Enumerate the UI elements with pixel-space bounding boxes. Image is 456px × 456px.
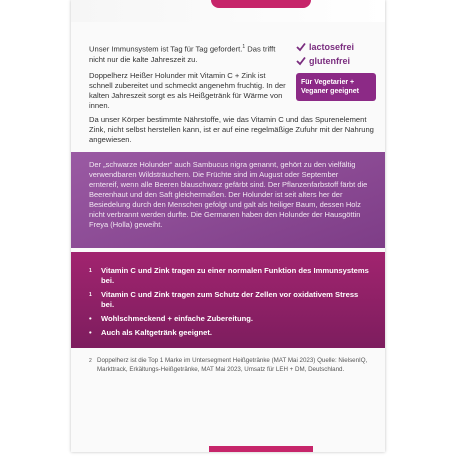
- benefits-panel: [71, 252, 385, 348]
- badges: [296, 40, 380, 101]
- benefit-text: Vitamin C und Zink tragen zu einer normalen Funktion des Immunsystems bei.: [101, 266, 369, 285]
- intro-paragraph-1: [89, 42, 289, 65]
- vegan-badge: Für Vegetarier + Veganer geeignet: [296, 73, 376, 101]
- elderberry-info-text: Der „schwarze Holunder“ auch Sambucus nigra genannt, gehört zu den vielfältig verwendbaren Wildsträuchern. Die Früchte sind im August oder September erntereif, wenn alle Beeren blauschwarz gefärbt sind. Der Pflanzenfarbstoff färbt die Beerenhaut und den Saft gleichermaßen. Der Holunder ist seit alters her der Besiedelung durch den Menschen gefolgt und galt als heiliger Baum, dessen Holz nicht verbrannt werden durfte. Die Germanen haben den Holunder der Hausgöttin Freya (Holla) geweiht.: [89, 160, 368, 229]
- footnote-text: Doppelherz ist die Top 1 Marke im Untersegment Heißgetränke (MAT Mai 2023) Quelle: NielsenIQ, Markttrack, Erkältungs-Heißgetränke, MAT Mai 2023, Umsatz für LEH + DM, Deutschland.: [97, 357, 368, 373]
- benefit-text: Auch als Kaltgetränk geeignet.: [101, 328, 212, 337]
- footnote-mark: 2: [89, 358, 92, 364]
- benefit-item: [89, 290, 369, 310]
- intro-footnote-mark: 1: [242, 44, 246, 50]
- lactose-free-label: lactosefrei: [309, 42, 355, 52]
- bullet-icon: •: [89, 314, 92, 323]
- benefit-item: [89, 314, 369, 324]
- benefit-text: Wohlschmeckend + einfache Zubereitung.: [101, 314, 253, 323]
- check-icon: [296, 56, 306, 66]
- benefit-text: Vitamin C und Zink tragen zum Schutz der Zellen vor oxidativem Stress bei.: [101, 290, 359, 309]
- check-icon: [296, 42, 306, 52]
- benefit-mark: 1: [89, 268, 92, 274]
- bottom-accent-bar: [209, 446, 313, 452]
- footnote: [89, 357, 374, 374]
- intro-paragraph-1-text: Unser Immunsystem ist Tag für Tag gefordert.: [89, 44, 243, 54]
- benefit-mark: 1: [89, 292, 92, 298]
- gluten-free-label: glutenfrei: [309, 56, 351, 66]
- intro-paragraph-1-cont: Das trifft nicht nur die kalte Jahreszeit zu.: [89, 44, 276, 64]
- intro-paragraph-2: Doppelherz Heißer Holunder mit Vitamin C + Zink ist schnell zubereitet und schmeckt angenehm fruchtig. In der kalten Jahreszeit sorgt es als Heißgetränk für Wärme von innen.: [89, 70, 286, 110]
- bullet-icon: •: [89, 328, 92, 337]
- gluten-free-badge: [296, 54, 380, 68]
- benefit-item: [89, 266, 369, 286]
- nutrient-text: Da unser Körper bestimmte Nährstoffe, wie das Vitamin C und das Spurenelement Zink, nicht selbst herstellen kann, ist er auf eine regelmäßige Zufuhr mit der Nahrung angewiesen.: [89, 115, 374, 144]
- intro-text: [89, 42, 289, 117]
- elderberry-info-band: [71, 152, 385, 248]
- lactose-free-badge: [296, 40, 380, 54]
- benefit-item: [89, 328, 369, 338]
- top-accent-bar: [211, 0, 311, 8]
- product-package-back: [71, 0, 385, 452]
